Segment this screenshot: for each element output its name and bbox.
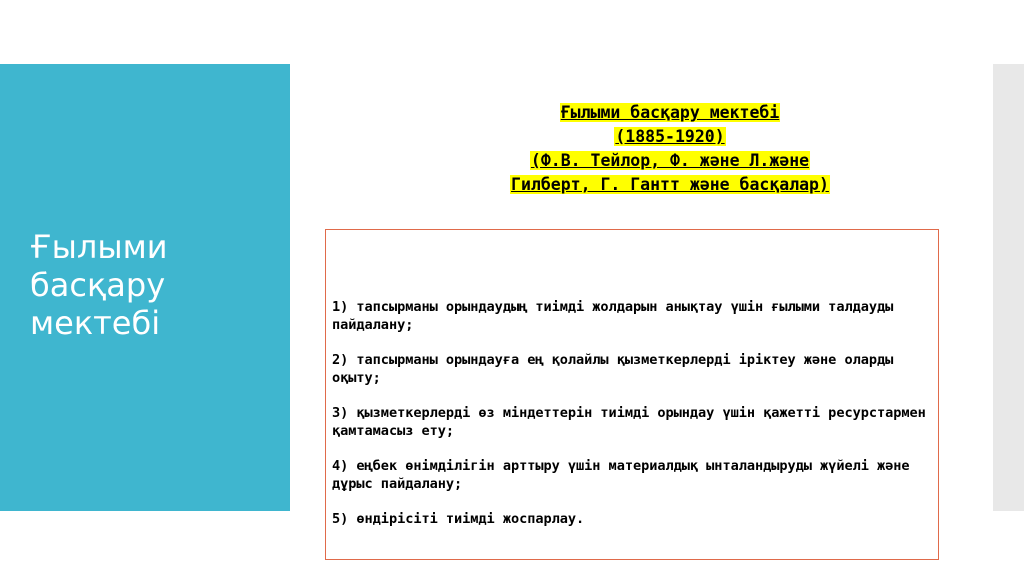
heading-years: (1885-1920) (615, 127, 725, 146)
slide-title: Ғылыми басқару мектебі (30, 228, 168, 342)
list-item: 3) қызметкерлерді өз міндеттерін тиімді орындау үшін қажетті ресурстармен қамтамасыз ету; (332, 405, 926, 439)
heading-authors-line-2: Гилберт, Г. Гантт және басқалар) (511, 175, 829, 194)
list-item: 2) тапсырманы орындауға ең қолайлы қызметкерлерді іріктеу және оларды оқыту; (332, 352, 894, 386)
right-decorative-bar (993, 64, 1024, 511)
heading-line (420, 173, 920, 197)
list-item: 5) өндірісіті тиімді жоспарлау. (332, 511, 585, 527)
section-heading (420, 101, 920, 197)
list-item: 1) тапсырманы орындаудың тиімді жолдарын анықтау үшін ғылыми талдауды пайдалану; (332, 299, 894, 333)
list-item: 4) еңбек өнімділігін арттыру үшін материалдық ынталандыруды жүйелі және дұрыс пайдалану; (332, 458, 910, 492)
heading-title: Ғылыми басқару мектебі (560, 103, 780, 122)
principles-list (332, 298, 938, 545)
heading-authors-line-1: (Ф.В. Тейлор, Ф. және Л.және (530, 151, 810, 170)
heading-line (420, 125, 920, 149)
heading-line (420, 149, 920, 173)
heading-line (420, 101, 920, 125)
